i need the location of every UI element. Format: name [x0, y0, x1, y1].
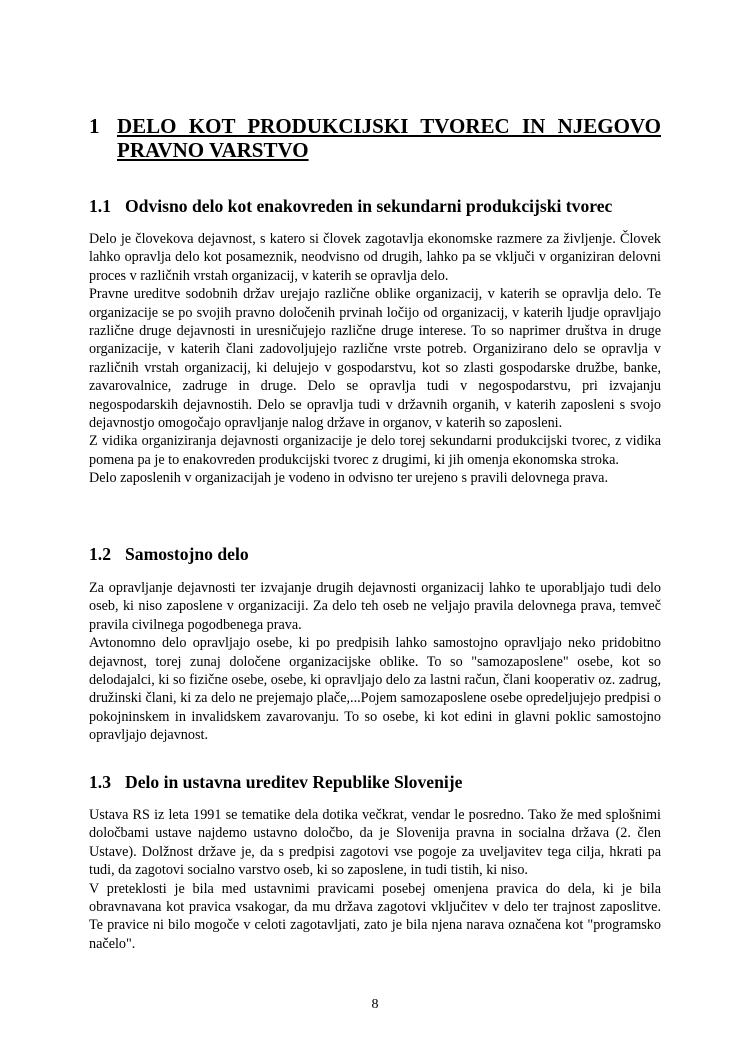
paragraph: Za opravljanje dejavnosti ter izvajanje drugih dejavnosti organizacij lahko te uporabljajo tudi delo oseb, ki niso zaposlene v organizaciji. Za delo teh oseb ne veljajo pravila delovnega prava, temveč pravila civilnega pogodbenega prava.	[89, 580, 661, 633]
page-number: 8	[371, 997, 379, 1012]
section-body-1-2	[89, 579, 661, 745]
section-heading-1-1	[89, 196, 661, 216]
paragraph: V preteklosti je bila med ustavnimi pravicami posebej omenjena pravica do dela, ki je bila obravnavana kot pravica vsakogar, da mu država zagotovi vključitev v delo ter trajnost zaposlitve. Te pravice ni bilo mogoče v celoti zagotavljati, zato je bila njena narava označena kot "programsko načelo".	[89, 880, 661, 952]
section-title: Odvisno delo kot enakovreden in sekundarni produkcijski tvorec	[125, 196, 613, 216]
section-heading-1-3	[89, 772, 661, 792]
section-number: 1.3	[89, 772, 111, 792]
section-body-1-1	[89, 230, 661, 488]
chapter-number: 1	[89, 114, 100, 138]
section-title: Delo in ustavna ureditev Republike Slovenije	[125, 772, 463, 792]
paragraph: Avtonomno delo opravljajo osebe, ki po predpisih lahko samostojno opravljajo neko pridobitno dejavnost, torej zunaj določene organizacijske oblike. To so "samozaposlene" osebe, kot so delodajalci, ki so fizične osebe, osebe, ki opravljajo delo za lastni račun, člani kooperativ oz. zadrug, družinski člani, ki za delo ne prejemajo plače,...Pojem samozaposlene osebe opredeljujejo predpisi o pokojninskem in invalidskem zavarovanju. To so osebe, ki kot edini in glavni poklic samostojno opravljajo dejavnost.	[89, 635, 661, 744]
section-title: Samostojno delo	[125, 544, 249, 564]
paragraph: Ustava RS iz leta 1991 se tematike dela dotika večkrat, vendar le posredno. Tako že med splošnimi določbami ustave najdemo ustavno določbo, da je Slovenija pravna in socialna država (2. člen Ustave). Dolžnost države je, da s predpisi zagotovi vse pogoje za uveljavitev tega cilja, hkrati pa tudi, da zagotovi socialno varstvo oseb, ki so zaposlene, in tudi tistih, ki niso.	[89, 807, 661, 879]
paragraph: Delo je človekova dejavnost, s katero si človek zagotavlja ekonomske razmere za življenje. Človek lahko opravlja delo kot posameznik, neodvisno od drugih, lahko pa se vključi v organiziran delovni proces v različnih vrstah organizacij, v katerih se opravlja delo.	[89, 231, 661, 284]
section-number: 1.1	[89, 196, 111, 216]
chapter-title-line-1: DELO KOT PRODUKCIJSKI TVOREC IN NJEGOVO	[117, 114, 661, 138]
chapter-heading	[89, 114, 661, 162]
section-number: 1.2	[89, 544, 111, 564]
paragraph: Delo zaposlenih v organizacijah je vodeno in odvisno ter urejeno s pravili delovnega prava.	[89, 470, 608, 487]
paragraph: Z vidika organiziranja dejavnosti organizacije je delo torej sekundarni produkcijski tvorec, z vidika pomena pa je to enakovreden produkcijski tvorec z drugimi, ki jih omenja ekonomska stroka.	[89, 433, 661, 468]
section-body-1-3	[89, 806, 661, 953]
paragraph: Pravne ureditve sodobnih držav urejajo različne oblike organizacij, v katerih se opravlja delo. Te organizacije se po svojih pravno določenih prvinah ločijo od organizacij, v katerih ljudje opravljajo različne druge dejavnosti in uresničujejo različne druge interese. To so naprimer društva in druge organizacije, v katerih člani zadovoljujejo različne vrste potreb. Organizirano delo se opravlja v različnih vrstah organizacij, ki delujejo v gospodarstvu, kot so zlasti gospodarske družbe, banke, zavarovalnice, zadruge in druge. Delo se opravlja tudi v negospodarstvu, pri izvajanju negospodarskih dejavnostih. Delo se opravlja tudi v državnih organih, v katerih zaposleni s svojo dejavnostjo omogočajo opravljanje nalog države in organov, v katerih so zaposleni.	[89, 286, 661, 432]
chapter-title	[117, 114, 661, 162]
section-heading-1-2	[89, 544, 661, 564]
chapter-title-line-2: PRAVNO VARSTVO	[117, 138, 309, 162]
